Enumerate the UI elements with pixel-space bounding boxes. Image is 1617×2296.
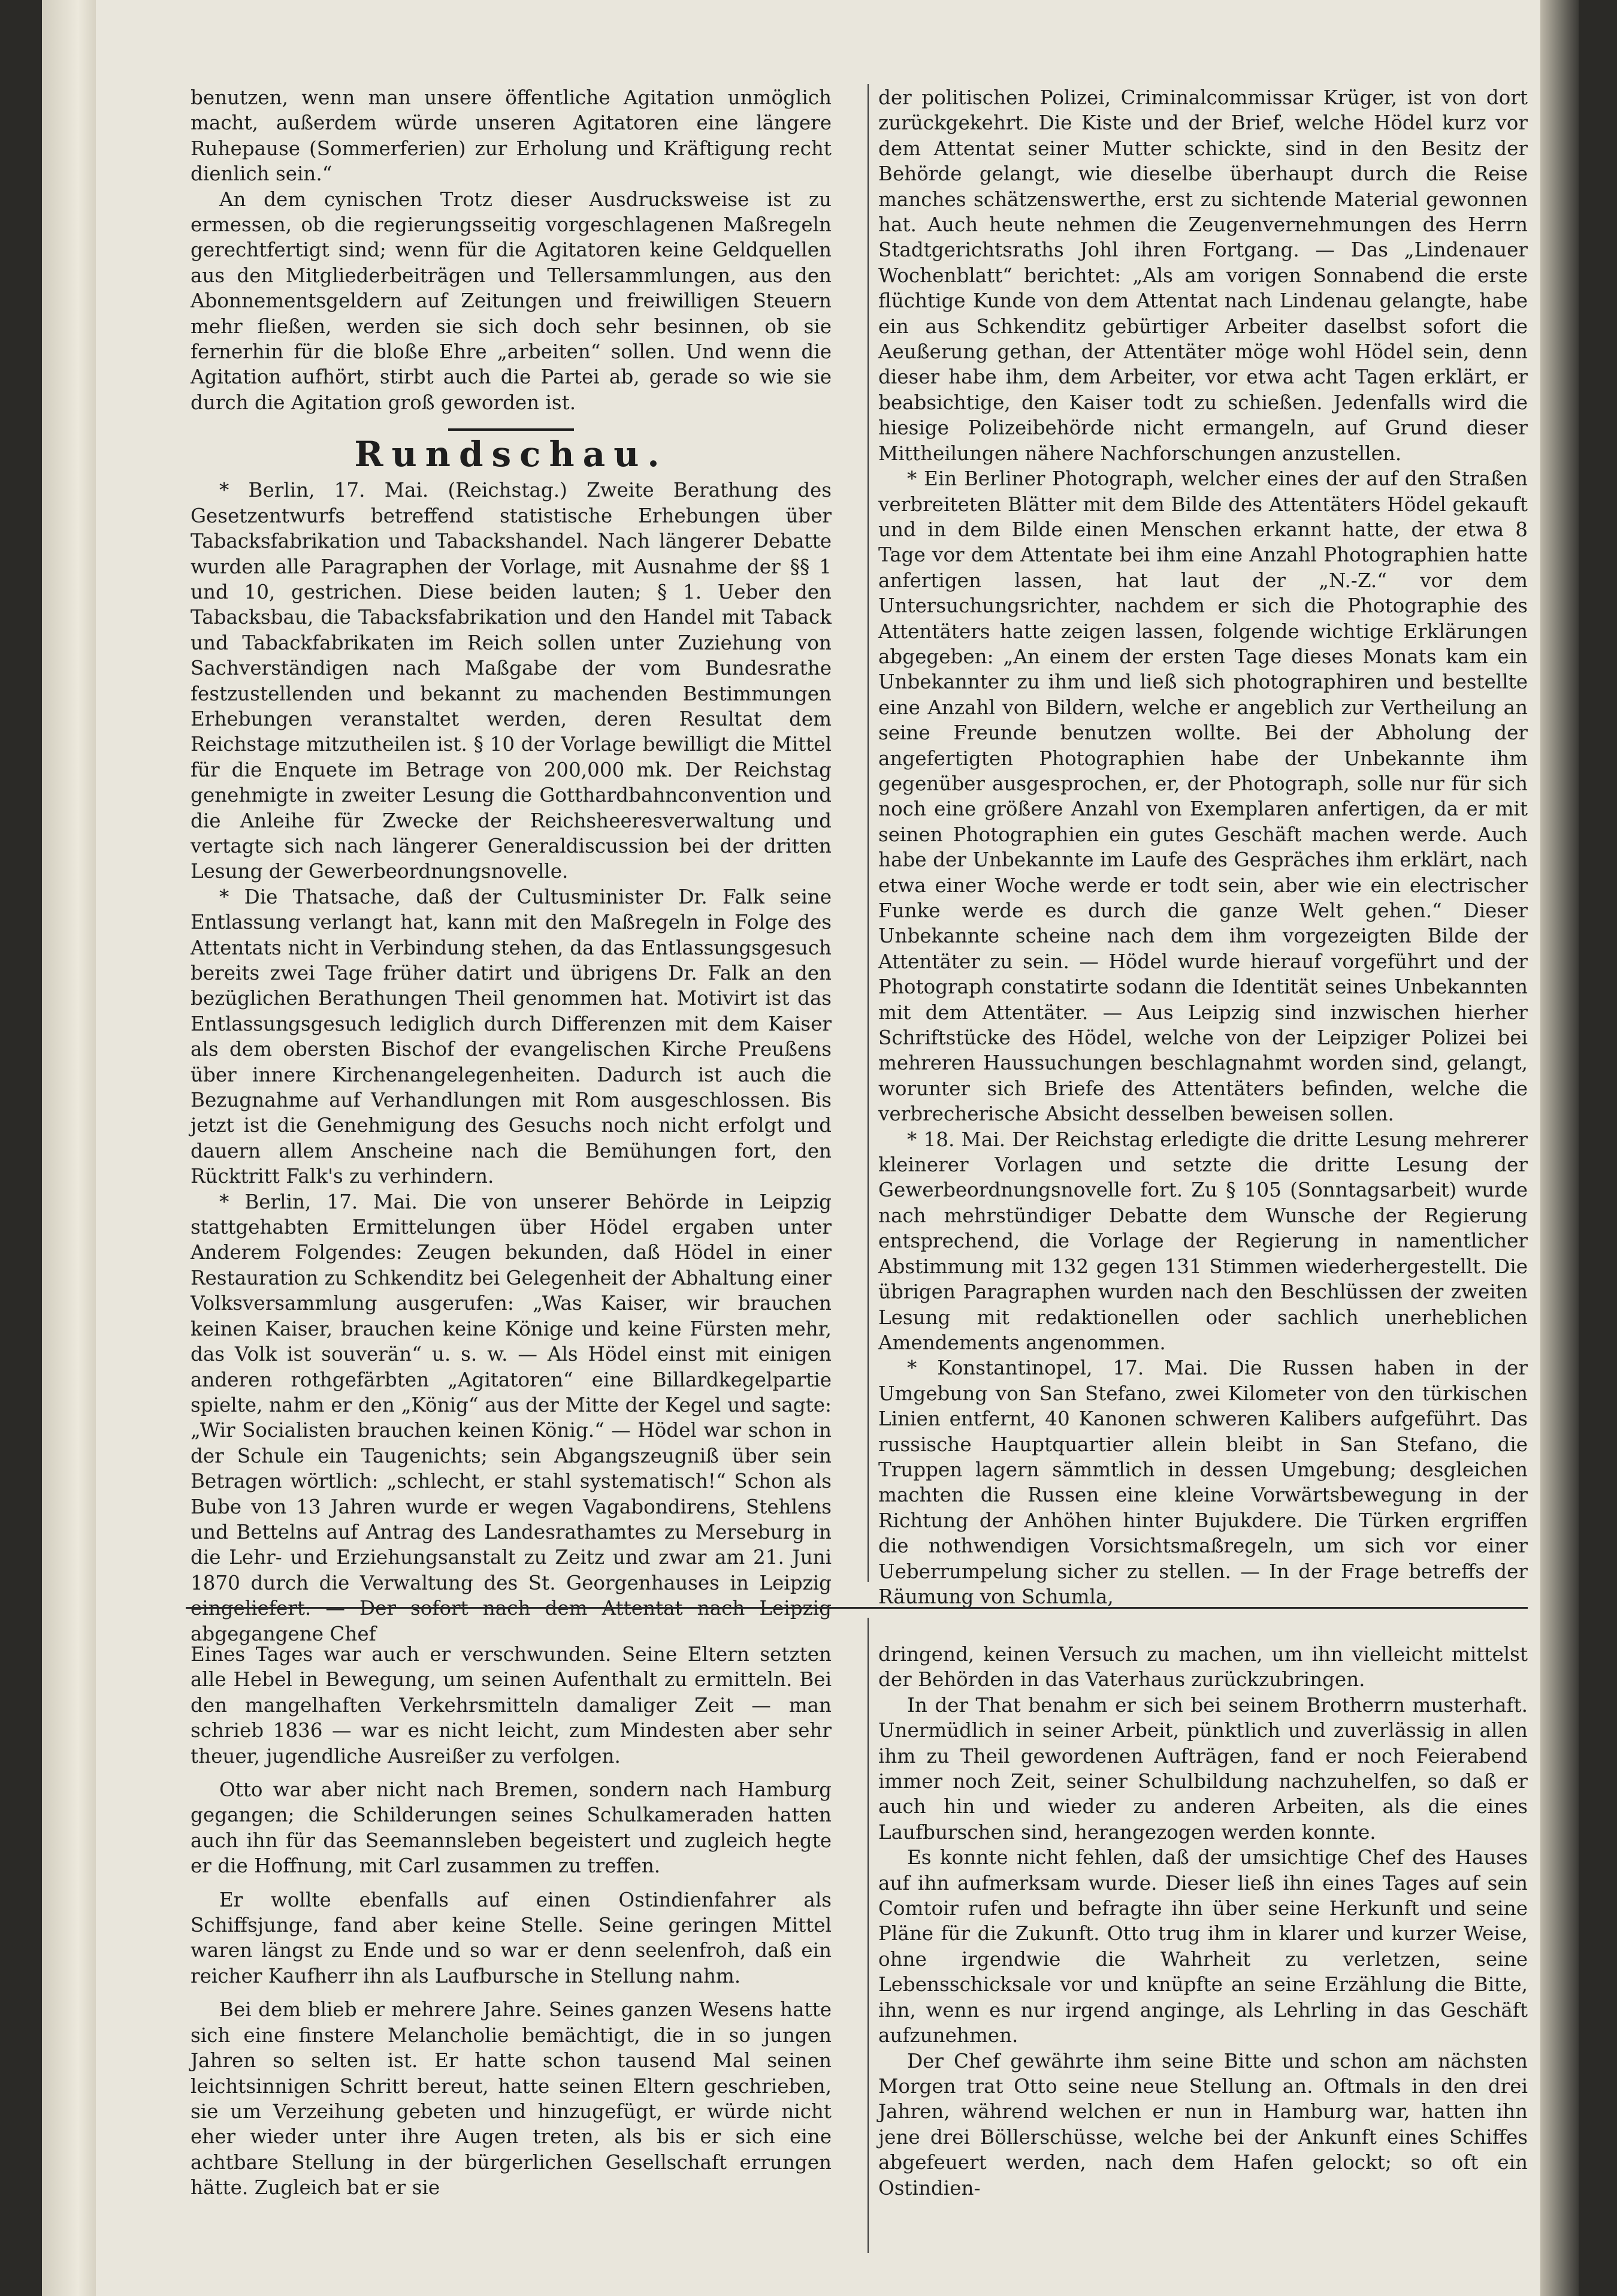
- section-divider: [448, 428, 574, 431]
- section-heading: Rundschau.: [354, 434, 668, 475]
- news-item: * Ein Berliner Photograph, welcher eines der auf den Straßen verbreiteten Blätter mit dem Bilde des Attentäters Hödel gekauft und in dem Bilde einen Menschen erkannt hatte, der etwa 8 Tage vor dem Attentate bei ihm eine Anzahl Photographien hatte anfertigen lassen, hat laut der „N.-Z.“ vor dem Untersuchungsrichter, nachdem er sich die Photographie des Attentäters hatte zeigen lassen, folgende wichtige Erklärungen abgegeben: „An einem der ersten Tage dieses Monats kam ein Unbekannter zu ihm und ließ sich photographiren und bestellte eine Anzahl von Bildern, welche er angeblich zur Vertheilung an seine Freunde benutzen wollte. Bei der Abholung der angefertigten Photographien habe der Unbekannte ihm gegenüber ausgesprochen, er, der Photograph, solle nur für sich noch eine größere Anzahl von Exemplaren anfertigen, da er mit seinen Photographien ein gutes Geschäft machen werde. Auch habe der Unbekannte im Laufe des Gespräches ihm erklärt, nach etwa einer Woche werde er todt sein, aber wie ein electrischer Funke werde es durch die ganze Welt gehen.“ Dieser Unbekannte scheine nach dem ihm vorgezeigten Bilde der Attentäter zu sein. — Hödel wurde hierauf vorgeführt und der Photograph constatirte sodann die Identität seines Unbekannten mit dem Attentäter. — Aus Leipzig sind inzwischen hierher Schriftstücke des Hödel, welche von der Leipziger Polizei bei mehreren Haussuchungen beschlagnahmt worden sind, gelangt, worunter sich Briefe des Attentäters befinden, welche die verbrecherische Absicht desselben beweisen sollen.: [878, 467, 1528, 1126]
- feuilleton-rule: [186, 1607, 1528, 1609]
- news-item: * 18. Mai. Der Reichstag erledigte die dritte Lesung mehrerer kleinerer Vorlagen und setzte die dritte Lesung der Gewerbeordnungsnovelle fort. Zu § 105 (Sonntagsarbeit) wurde nach mehrstündiger Debatte dem Wunsche der Regierung entsprechend, die Vorlage der Regierung in namentlicher Abstimmung mit 132 gegen 131 Stimmen wiederhergestellt. Die übrigen Paragraphen wurden nach den Beschlüssen der zweiten Lesung mit redaktionellen oder sachlich unerheblichen Amendements angenommen.: [878, 1128, 1528, 1354]
- story-paragraph: Bei dem blieb er mehrere Jahre. Seines ganzen Wesens hatte sich eine finstere Melancholie bemächtigt, die in so jungen Jahren so selten ist. Er hatte schon tausend Mal seinen leichtsinnigen Schritt bereut, hatte seinen Eltern geschrieben, sie um Verzeihung gebeten und hinzugefügt, er würde nicht eher wieder unter ihre Augen treten, als bis er sich eine achtbare Stellung in der bürgerlichen Gesellschaft errungen hätte. Zugleich bat er sie: [191, 1998, 832, 2200]
- newspaper-page: [96, 0, 1579, 2296]
- news-item: * Konstantinopel, 17. Mai. Die Russen haben in der Umgebung von San Stefano, zwei Kilometer von den türkischen Linien entfernt, 40 Kanonen schweren Kalibers aufgeführt. Das russische Hauptquartier allein bleibt in San Stefano, die Truppen lagern sämmtlich in dessen Umgebung; desgleichen machten die Russen eine kleine Vorwärtsbewegung in der Richtung der Anhöhen hinter Bujukdere. Die Türken ergriffen die nothwendigen Vorsichtsmaßregeln, um sich vor einer Ueberrumpelung sicher zu stellen. — In der Frage betreffs der Räumung von Schumla,: [878, 1357, 1528, 1608]
- column-top-left: [191, 85, 832, 1647]
- column-divider: [868, 84, 869, 1582]
- news-item: der politischen Polizei, Criminalcommissar Krüger, ist von dort zurückgekehrt. Die Kiste und der Brief, welche Hödel kurz vor dem Attentat seiner Mutter schickte, sind in den Besitz der Behörde gelangt, wie dieselbe überhaupt durch die Reise manches schätzenswerthe, erst zu sichtende Material gewonnen hat. Auch heute nehmen die Zeugenvernehmungen des Herrn Stadtgerichtsraths Johl ihren Fortgang. — Das „Lindenauer Wochenblatt“ berichtet: „Als am vorigen Sonnabend die erste flüchtige Kunde von dem Attentat nach Lindenau gelangte, habe ein aus Schkenditz gebürtiger Arbeiter daselbst sofort die Aeußerung gethan, der Attentäter möge wohl Hödel sein, denn dieser habe ihm, dem Arbeiter, vor etwa acht Tagen erklärt, er beabsichtige, den Kaiser todt zu schießen. Jedenfalls wird die hiesige Polizeibehörde nicht ermangeln, auf Grund dieser Mittheilungen nähere Nachforschungen anzustellen.: [878, 86, 1528, 465]
- story-paragraph: Er wollte ebenfalls auf einen Ostindienfahrer als Schiffsjunge, fand aber keine Stelle. Seine geringen Mittel waren längst zu Ende und so war er denn seelenfroh, daß ein reicher Kaufherr ihn als Laufbursche in Stellung nahm.: [191, 1888, 832, 1987]
- news-item: * Die Thatsache, daß der Cultusminister Dr. Falk seine Entlassung verlangt hat, kann mit den Maßregeln in Folge des Attentats nicht in Verbindung stehen, da das Entlassungsgesuch bereits zwei Tage früher datirt und übrigens Dr. Falk an den bezüglichen Berathungen Theil genommen hat. Motivirt ist das Entlassungsgesuch lediglich durch Differenzen mit dem Kaiser als dem obersten Bischof der evangelischen Kirche Preußens über innere Kirchenangelegenheiten. Dadurch ist auch die Bezugnahme auf Verhandlungen mit Rom ausgeschlossen. Bis jetzt ist die Genehmigung des Gesuchs noch nicht erfolgt und dauern allem Anscheine nach die Bemühungen fort, den Rücktritt Falk's zu verhindern.: [191, 885, 832, 1188]
- story-paragraph: Otto war aber nicht nach Bremen, sondern nach Hamburg gegangen; die Schilderungen seines Schulkameraden hatten auch ihn für das Seemannsleben begeistert und zugleich hegte er die Hoffnung, mit Carl zusammen zu treffen.: [191, 1778, 832, 1878]
- paragraph: benutzen, wenn man unsere öffentliche Agitation unmöglich macht, außerdem würde unseren Agitatoren eine längere Ruhepause (Sommerferien) zur Erholung und Kräftigung recht dienlich sein.“: [191, 86, 832, 186]
- news-item: * Berlin, 17. Mai. Die von unserer Behörde in Leipzig stattgehabten Ermittelungen über Hödel ergaben unter Anderem Folgendes: Zeugen bekunden, daß Hödel in einer Restauration zu Schkenditz bei Gelegenheit der Abhaltung einer Volksversammlung ausgerufen: „Was Kaiser, wir brauchen keinen Kaiser, brauchen keine Könige und keine Fürsten mehr, das Volk ist souverän“ u. s. w. — Als Hödel einst mit einigen anderen rothgefärbten „Agitatoren“ eine Billardkegelpartie spielte, nahm er den „König“ aus der Mitte der Kegel und sagte: „Wir Socialisten brauchen keinen König.“ — Hödel war schon in der Schule ein Taugenichts; sein Abgangszeugniß über sein Betragen wörtlich: „schlecht, er stahl systematisch!“ Schon als Bube von 13 Jahren wurde er wegen Vagabondirens, Stehlens und Bettelns auf Antrag des Landesrathamtes zu Merseburg in die Lehr- und Erziehungsanstalt zu Zeitz und zwar am 21. Juni 1870 durch die Verwaltung des St. Georgenhauses in Leipzig eingeliefert. — Der sofort nach dem Attentat nach Leipzig abgegangene Chef: [191, 1190, 832, 1645]
- page-gutter: [1540, 0, 1579, 2296]
- story-paragraph: In der That benahm er sich bei seinem Brotherrn musterhaft. Unermüdlich in seiner Arbeit, pünktlich und zuverlässig in allen ihm zu Theil gewordenen Aufträgen, fand er noch Feierabend immer noch Zeit, seiner Schulbildung nachzuhelfen, so daß er auch hin und wieder zu anderen Arbeiten, als die eines Laufburschen sind, herangezogen werden konnte.: [878, 1693, 1528, 1844]
- story-paragraph: dringend, keinen Versuch zu machen, um ihn vielleicht mittelst der Behörden in das Vaterhaus zurückzubringen.: [878, 1643, 1528, 1691]
- column-bottom-right: [878, 1642, 1528, 2201]
- column-top-right: [878, 85, 1528, 1609]
- column-bottom-left: [191, 1642, 832, 2201]
- story-paragraph: Der Chef gewährte ihm seine Bitte und schon am nächsten Morgen trat Otto seine neue Stellung an. Oftmals in den drei Jahren, während welchen er nun in Hamburg war, hatten ihn jene drei Böllerschüsse, welche bei der Ankunft eines Schiffes abgefeuert werden, nach dem Hafen gelockt; so oft ein Ostindien-: [878, 2049, 1528, 2200]
- paragraph: An dem cynischen Trotz dieser Ausdrucksweise ist zu ermessen, ob die regierungsseitig vorgeschlagenen Maßregeln gerechtfertigt sind; wenn für die Agitatoren keine Geldquellen aus den Mitgliederbeiträgen und Tellersammlungen, aus den Abonnementsgeldern auf Zeitungen und freiwilligen Steuern mehr fließen, werden sie sich doch sehr besinnen, ob sie fernerhin für die bloße Ehre „arbeiten“ sollen. Und wenn die Agitation aufhört, stirbt auch die Partei ab, gerade so wie sie durch die Agitation groß geworden ist.: [191, 188, 832, 414]
- story-paragraph: Eines Tages war auch er verschwunden. Seine Eltern setzten alle Hebel in Bewegung, um seinen Aufenthalt zu ermitteln. Bei den mangelhaften Verkehrsmitteln damaliger Zeit — man schrieb 1836 — war es nicht leicht, zum Mindesten aber sehr theuer, jugendliche Ausreißer zu verfolgen.: [191, 1643, 832, 1768]
- column-divider: [868, 1618, 869, 2253]
- news-item: * Berlin, 17. Mai. (Reichstag.) Zweite Berathung des Gesetzentwurfs betreffend statistische Erhebungen über Tabacksfabrikation und Tabackshandel. Nach längerer Debatte wurden alle Paragraphen der Vorlage, mit Ausnahme der §§ 1 und 10, gestrichen. Diese beiden lauten; § 1. Ueber den Tabacksbau, die Tabacksfabrikation und den Handel mit Taback und Tabackfabrikaten im Reich sollen unter Zuziehung von Sachverständigen nach Maßgabe der vom Bundesrathe festzustellenden und bekannt zu machenden Bestimmungen Erhebungen veranstaltet werden, deren Resultat dem Reichstage mitzutheilen ist. § 10 der Vorlage bewilligt die Mittel für die Enquete im Betrage von 200,000 mk. Der Reichstag genehmigte in zweiter Lesung die Gotthardbahnconvention und die Anleihe für Zwecke der Reichsheeresverwaltung und vertagte sich nach längerer Generaldiscussion bei der dritten Lesung der Gewerbeordnungsnovelle.: [191, 479, 832, 883]
- story-paragraph: Es konnte nicht fehlen, daß der umsichtige Chef des Hauses auf ihn aufmerksam wurde. Dieser ließ ihn eines Tages auf sein Comtoir rufen und befragte ihn über seine Herkunft und seine Pläne für die Zukunft. Otto trug ihm in klarer und kurzer Weise, ohne irgendwie die Wahrheit zu verletzen, seine Lebensschicksale vor und knüpfte an seine Erzählung die Bitte, ihn, wenn es nur irgend anginge, als Lehrling in das Geschäft aufzunehmen.: [878, 1846, 1528, 2047]
